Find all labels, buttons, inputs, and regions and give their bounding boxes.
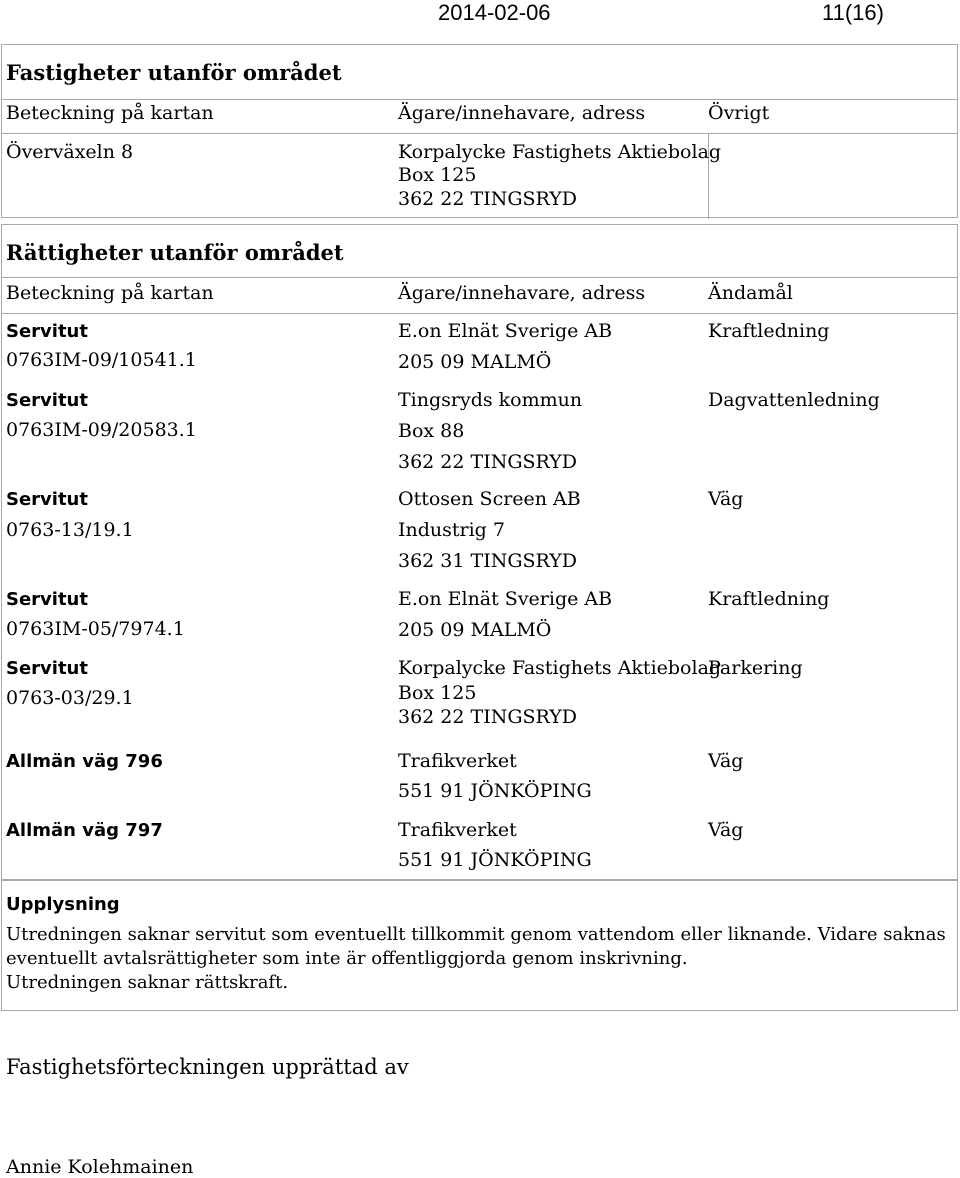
right-owner-name: Trafikverket [398, 819, 517, 841]
right-type: Servitut [6, 321, 88, 342]
right-id: 0763IM-09/20583.1 [6, 419, 197, 441]
upplysning-line: Utredningen saknar servitut som eventuellt tillkommit genom vattendom eller liknande. Vidare saknas [6, 924, 946, 945]
right-owner-postal: 551 91 JÖNKÖPING [398, 780, 592, 802]
col-header-andamal: Ändamål [708, 282, 793, 304]
fastigheter-title: Fastigheter utanför området [6, 60, 342, 85]
owner-postal: 362 22 TINGSRYD [398, 188, 578, 210]
right-purpose: Väg [708, 819, 744, 841]
right-purpose: Väg [708, 488, 744, 510]
upplysning-title: Upplysning [6, 894, 120, 915]
right-owner-postal: 362 22 TINGSRYD [398, 451, 578, 473]
right-type: Allmän väg 796 [6, 751, 163, 772]
right-owner-address: Box 125 [398, 682, 477, 704]
upplysning-text [6, 923, 951, 995]
right-type: Servitut [6, 489, 88, 510]
upplysning-line: eventuellt avtalsrättigheter som inte är offentliggjorda genom inskrivning. [6, 948, 688, 969]
right-owner-name: Tingsryds kommun [398, 389, 583, 411]
right-owner-name: Korpalycke Fastighets Aktiebolag [398, 657, 722, 679]
col-header-agare: Ägare/innehavare, adress [398, 282, 646, 304]
right-owner-name: E.on Elnät Sverige AB [398, 320, 613, 342]
right-id: 0763IM-09/10541.1 [6, 349, 197, 371]
prepared-by-label: Fastighetsförteckningen upprättad av [6, 1055, 409, 1079]
right-type: Servitut [6, 658, 88, 679]
right-type: Servitut [6, 589, 88, 610]
right-type: Servitut [6, 390, 88, 411]
right-type: Allmän väg 797 [6, 820, 163, 841]
right-id: 0763IM-05/7974.1 [6, 618, 185, 640]
right-id: 0763-03/29.1 [6, 687, 134, 709]
right-owner-name: Trafikverket [398, 750, 517, 772]
upplysning-line: Utredningen saknar rättskraft. [6, 972, 289, 993]
right-owner-postal: 205 09 MALMÖ [398, 351, 552, 373]
right-purpose: Dagvattenledning [708, 389, 880, 411]
page-number: 11(16) [822, 0, 884, 25]
col-header-beteckning: Beteckning på kartan [6, 102, 214, 124]
right-purpose: Parkering [708, 657, 803, 679]
col-header-ovrigt: Övrigt [708, 102, 770, 124]
document-date: 2014-02-06 [438, 0, 551, 25]
right-owner-postal: 205 09 MALMÖ [398, 619, 552, 641]
owner-name: Korpalycke Fastighets Aktiebolag [398, 141, 722, 163]
col-header-agare: Ägare/innehavare, adress [398, 102, 646, 124]
rattigheter-title: Rättigheter utanför området [6, 240, 344, 265]
right-owner-name: Ottosen Screen AB [398, 488, 581, 510]
right-owner-address: Box 88 [398, 420, 465, 442]
right-id: 0763-13/19.1 [6, 519, 134, 541]
right-owner-name: E.on Elnät Sverige AB [398, 588, 613, 610]
signatory-name: Annie Kolehmainen [6, 1156, 194, 1178]
right-owner-postal: 362 31 TINGSRYD [398, 550, 578, 572]
col-header-beteckning: Beteckning på kartan [6, 282, 214, 304]
right-purpose: Kraftledning [708, 320, 830, 342]
right-owner-address: Industrig 7 [398, 519, 505, 541]
property-designation: Överväxeln 8 [6, 141, 134, 163]
right-purpose: Kraftledning [708, 588, 830, 610]
owner-address: Box 125 [398, 164, 477, 186]
right-purpose: Väg [708, 750, 744, 772]
right-owner-postal: 362 22 TINGSRYD [398, 706, 578, 728]
right-owner-postal: 551 91 JÖNKÖPING [398, 849, 592, 871]
